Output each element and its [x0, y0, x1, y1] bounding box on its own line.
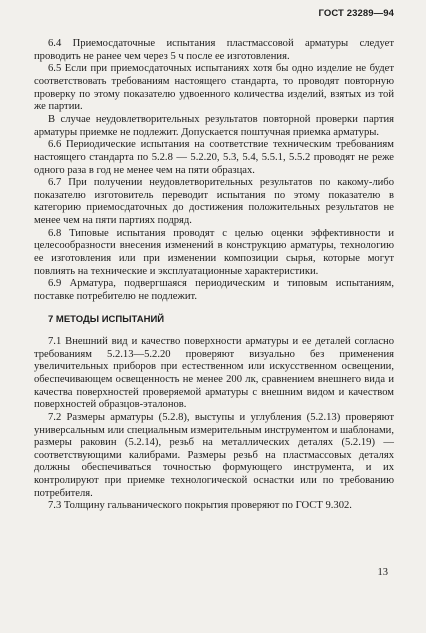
paragraph-6-9: 6.9 Арматура, подвергшаяся периодическим и типовым испытаниям, поставке потребителю не подлежит. — [34, 278, 394, 302]
paragraph-7-1: 7.1 Внешний вид и качество поверхности арматуры и ее деталей согласно требованиям 5.2.13—5.2.20 проверяют визуально без применения увеличительных приборов при естественном или искусственном освещении, обеспечивающем освещенность не менее 200 лк, сравнением внешнего вида и качества поверхностей проверяемой арматуры с внешним видом и качеством поверхностей образцов-эталонов. — [34, 336, 394, 411]
paragraph-6-6: 6.6 Периодические испытания на соответствие техническим требованиям настоящего стандарта по 5.2.8 — 5.2.20, 5.3, 5.4, 5.5.1, 5.5.2 проводят не реже одного раза в год не менее чем на пяти образцах. — [34, 139, 394, 176]
paragraph-7-2: 7.2 Размеры арматуры (5.2.8), выступы и углубления (5.2.13) проверяют универсальным или специальным измерительным инструментом и шаблонами, размеры раковин (5.2.14), резьб на металлических деталях (5.2.19) — соответствующими калибрами. Размеры резьб на пластмассовых деталях должны обеспечиваться точностью формующего инструмента, и их контролируют при приемке технологической оснастки или по требованию потребителя. — [34, 411, 394, 499]
section-heading: 7 МЕТОДЫ ИСПЫТАНИЙ — [48, 313, 165, 325]
document-header: ГОСТ 23289—94 — [318, 8, 394, 19]
paragraph-7-3: 7.3 Толщину гальванического покрытия проверяют по ГОСТ 9.302. — [48, 500, 352, 512]
paragraph-6-8: 6.8 Типовые испытания проводят с целью оценки эффективности и целесообразности внесения изменений в конструкцию арматуры, технологию ее изготовления или при изменении композиции сырья, которые могут повлиять на технические и эксплуатационные характеристики. — [34, 227, 394, 277]
paragraph-6-5-repeat: В случае неудовлетворительных результатов повторной проверки партия арматуры приемке не подлежит. Допускается поштучная приемка арматуры. — [34, 113, 394, 138]
paragraph-6-5: 6.5 Если при приемосдаточных испытаниях хотя бы одно изделие не будет соответствовать требованиям настоящего стандарта, то проводят повторную проверку по этому показателю удвоенного количества изделий, взятых из той же партии. — [34, 63, 394, 113]
page-number: 13 — [377, 567, 388, 578]
paragraph-6-7: 6.7 При получении неудовлетворительных результатов по какому-либо показателю изготовитель переводит испытания по этому показателю в категорию приемосдаточных до достижения положительных результатов не менее чем на пяти партиях подряд. — [34, 177, 394, 227]
paragraph-6-4: 6.4 Приемосдаточные испытания пластмассовой арматуры следует проводить не ранее чем через 5 ч после ее изготовления. — [34, 38, 394, 62]
page-content — [34, 38, 394, 513]
